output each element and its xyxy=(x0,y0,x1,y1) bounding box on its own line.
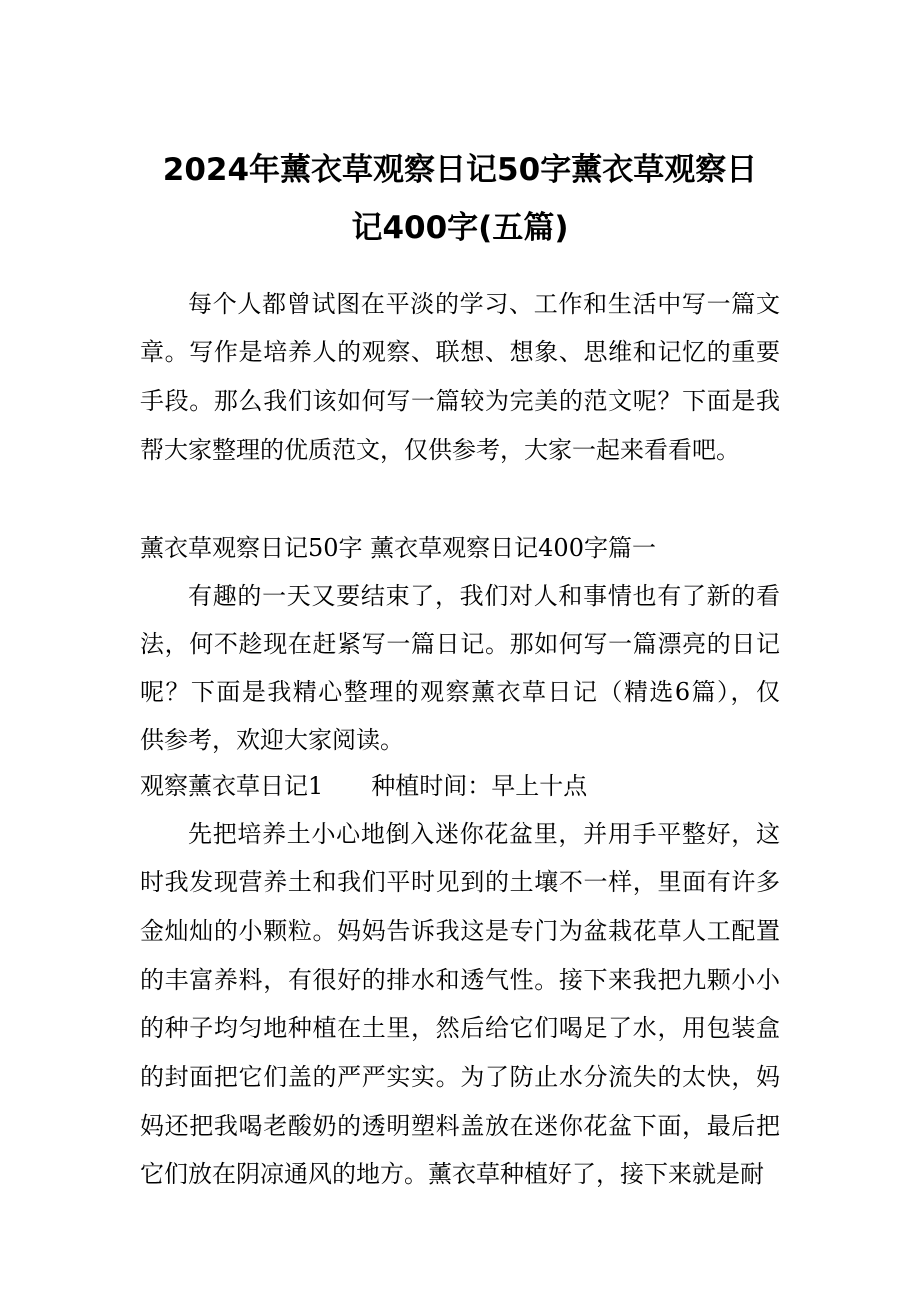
paragraph-line: 法，何不趁现在赶紧写一篇日记。那如何写一篇漂亮的日记 xyxy=(140,630,780,658)
paragraph-line: 它们放在阴凉通风的地方。薰衣草种植好了，接下来就是耐 xyxy=(140,1160,764,1188)
paragraph-line: 妈还把我喝老酸奶的透明塑料盖放在迷你花盆下面，最后把 xyxy=(140,1112,780,1140)
diary-heading: 观察薰衣草日记1 种植时间：早上十点 xyxy=(140,772,588,800)
paragraph-line: 供参考，欢迎大家阅读。 xyxy=(140,726,404,754)
title-line: 2024年薰衣草观察日记50字薰衣草观察日 xyxy=(162,152,758,188)
section-heading: 薰衣草观察日记50字 薰衣草观察日记400字篇一 xyxy=(140,534,656,562)
paragraph-line: 的封面把它们盖的严严实实。为了防止水分流失的太快，妈 xyxy=(140,1063,780,1091)
intro-paragraph-line: 每个人都曾试图在平淡的学习、工作和生活中写一篇文 xyxy=(188,290,780,318)
paragraph-line: 的丰富养料，有很好的排水和透气性。接下来我把九颗小小 xyxy=(140,966,780,994)
paragraph-line: 的种子均匀地种植在土里，然后给它们喝足了水，用包装盒 xyxy=(140,1014,780,1042)
intro-paragraph-line: 章。写作是培养人的观察、联想、想象、思维和记忆的重要 xyxy=(140,338,780,366)
paragraph-line: 呢？下面是我精心整理的观察薰衣草日记（精选6篇），仅 xyxy=(140,678,780,706)
paragraph-line: 金灿灿的小颗粒。妈妈告诉我这是专门为盆栽花草人工配置 xyxy=(140,917,780,945)
paragraph-line: 有趣的一天又要结束了，我们对人和事情也有了新的看 xyxy=(188,582,780,610)
intro-paragraph-line: 手段。那么我们该如何写一篇较为完美的范文呢？下面是我 xyxy=(140,387,780,415)
paragraph-line: 时我发现营养土和我们平时见到的土壤不一样，里面有许多 xyxy=(140,868,780,896)
paragraph-line: 先把培养土小心地倒入迷你花盆里，并用手平整好，这 xyxy=(188,820,780,848)
title-line: 记400字(五篇) xyxy=(351,210,569,246)
intro-paragraph-line: 帮大家整理的优质范文，仅供参考，大家一起来看看吧。 xyxy=(140,436,740,464)
